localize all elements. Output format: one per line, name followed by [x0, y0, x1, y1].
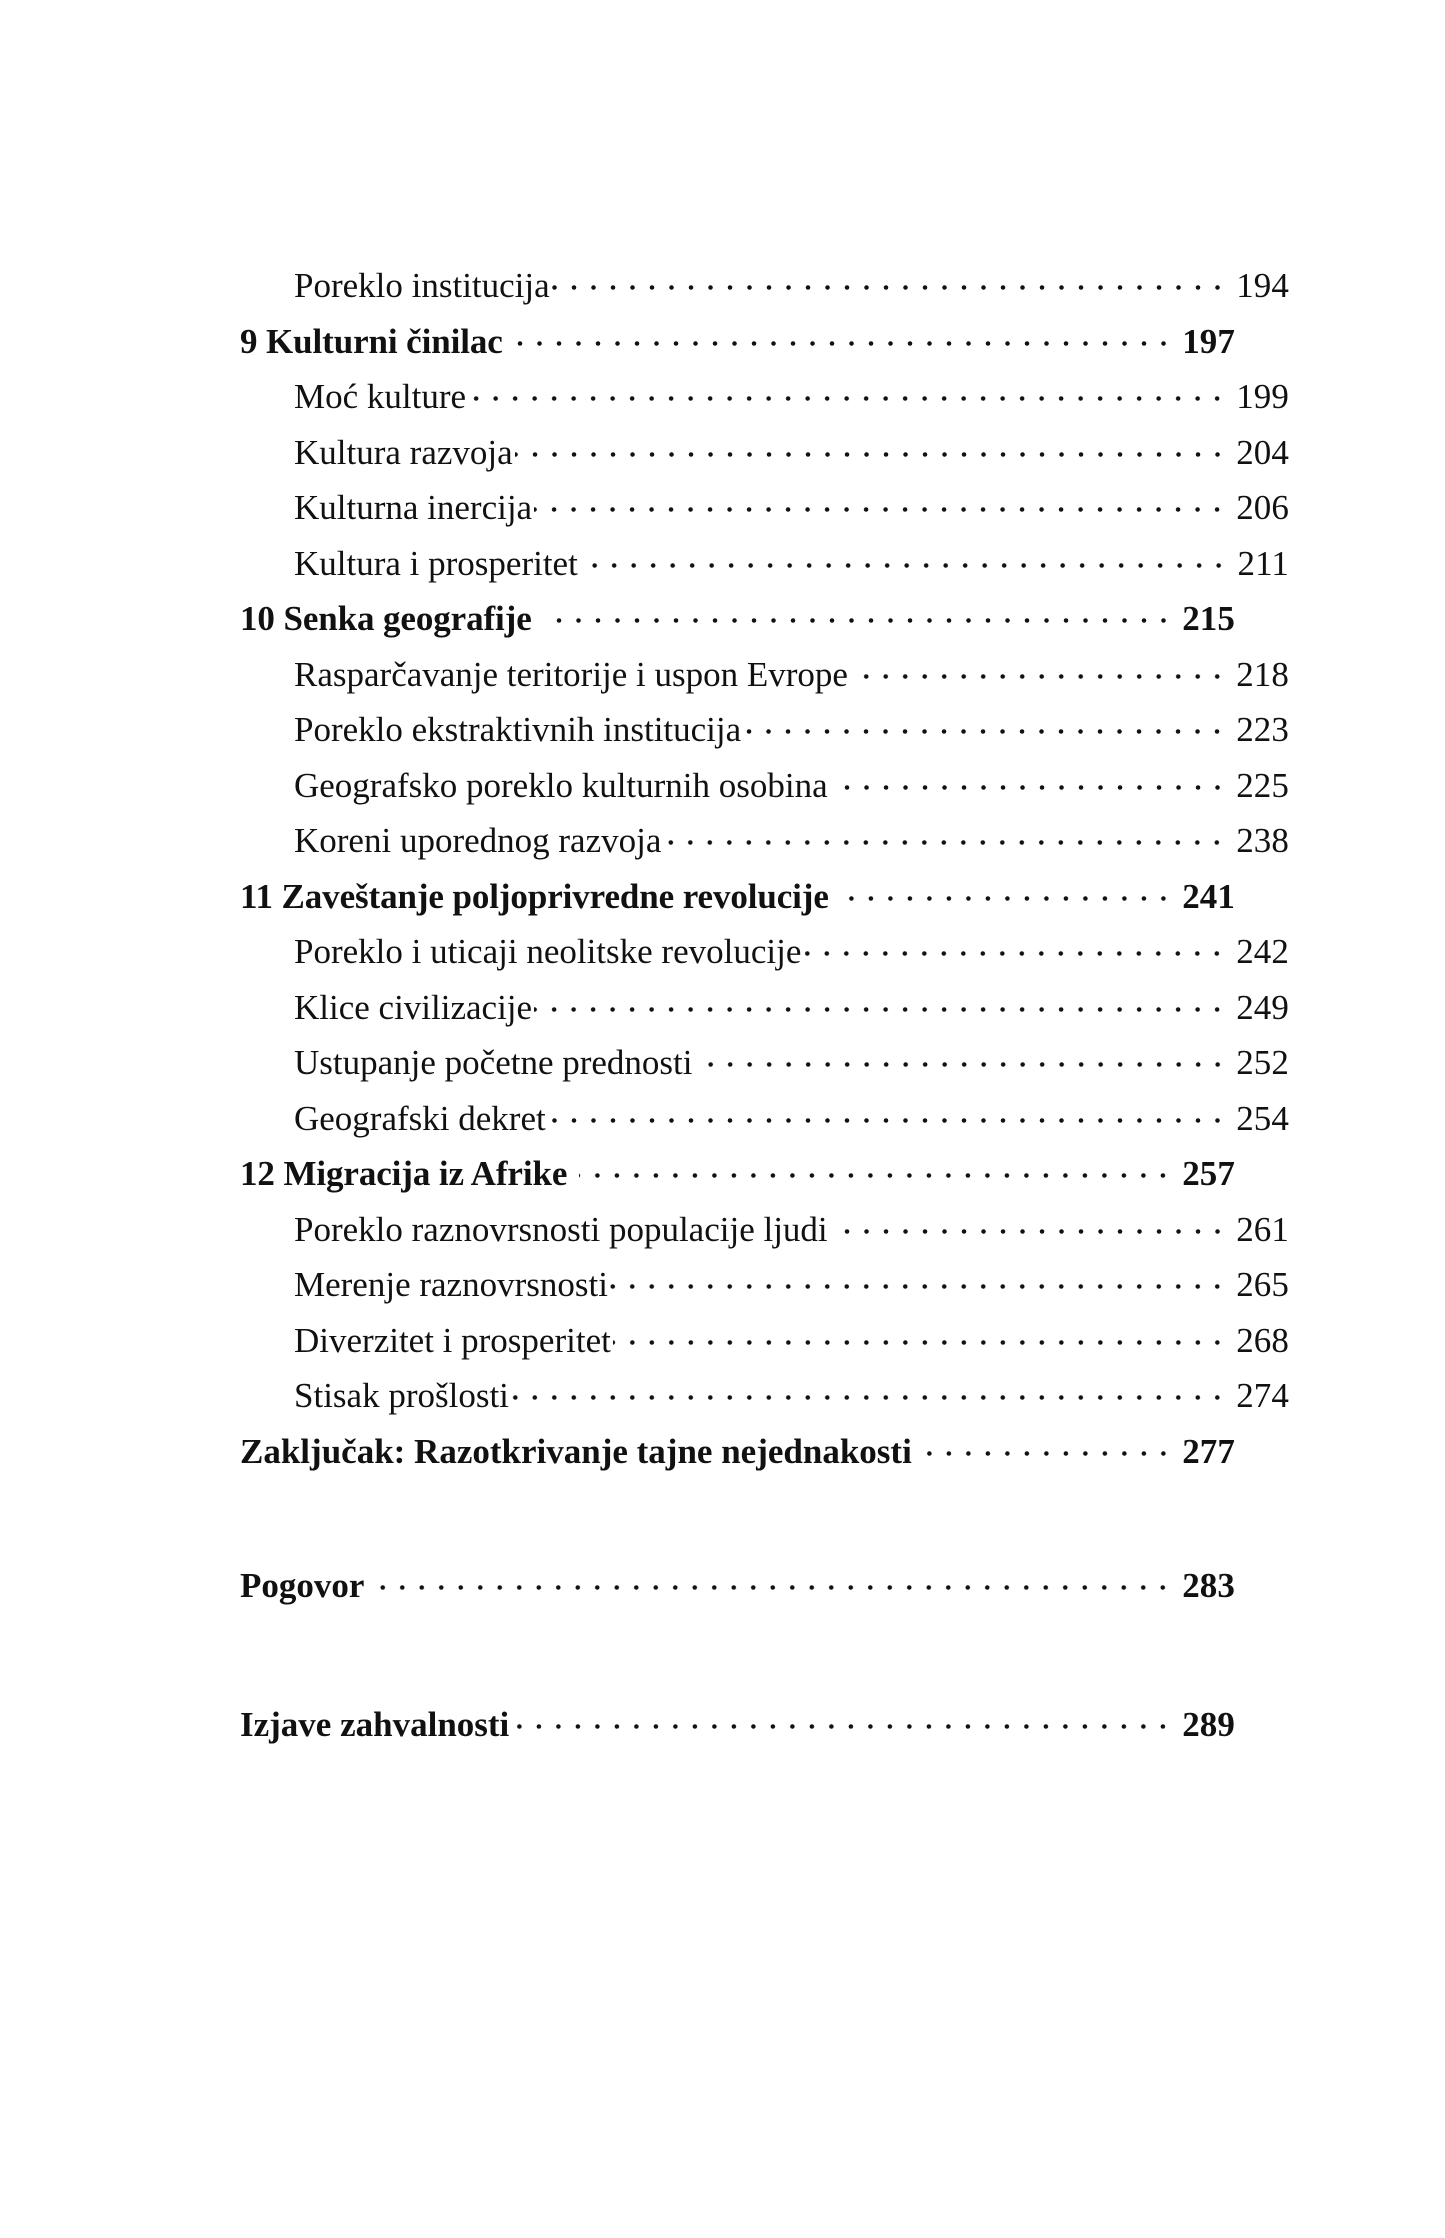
- table-of-contents: [240, 258, 1289, 1752]
- toc-entry-title: Kulturna inercija: [294, 488, 533, 527]
- toc-entry[interactable]: [240, 924, 1289, 980]
- dot-leader: [544, 595, 1181, 630]
- dot-leader: [515, 318, 1181, 353]
- toc-entry-page: 261: [1236, 1209, 1289, 1249]
- toc-entry-title: Pogovor: [240, 1566, 365, 1605]
- toc-entry[interactable]: [240, 869, 1235, 925]
- dot-leader: [803, 928, 1234, 963]
- toc-entry[interactable]: [240, 1257, 1289, 1313]
- toc-entry[interactable]: [240, 813, 1289, 869]
- dot-leader: [743, 706, 1234, 741]
- dot-leader: [511, 1701, 1180, 1736]
- toc-entry[interactable]: [240, 258, 1289, 314]
- toc-entry-page: 241: [1182, 876, 1235, 916]
- toc-entry-title: Geografski dekret: [294, 1098, 546, 1138]
- toc-entry-title: Rasparčavanje teritorije i uspon Evrope: [294, 654, 848, 694]
- toc-entry[interactable]: [240, 1202, 1289, 1258]
- toc-entry-title: Zaključak: Razotkrivanje tajne nejednakosti: [240, 1431, 912, 1471]
- dot-leader: [366, 1562, 1180, 1597]
- dot-leader: [914, 1428, 1180, 1463]
- dot-leader: [579, 1150, 1180, 1185]
- toc-entry[interactable]: [240, 1368, 1289, 1424]
- dot-leader: [830, 762, 1235, 797]
- toc-entry-page: 242: [1236, 932, 1289, 971]
- dot-leader: [830, 1206, 1235, 1241]
- toc-back-matter: [240, 1558, 1235, 1752]
- toc-entry-title: Koreni uporednog razvoja: [294, 821, 662, 860]
- dot-leader: [515, 429, 1235, 464]
- toc-entry[interactable]: [240, 1424, 1235, 1480]
- toc-entry-page: 211: [1237, 543, 1289, 583]
- toc-entry-page: 268: [1236, 1320, 1289, 1360]
- dot-leader: [552, 262, 1235, 297]
- toc-entry-page: 199: [1236, 377, 1289, 416]
- toc-entry[interactable]: [240, 480, 1289, 536]
- toc-entry-page: 218: [1236, 654, 1289, 694]
- toc-entry-page: 197: [1182, 321, 1235, 361]
- toc-entry-title: 10 Senka geografije: [240, 599, 532, 638]
- toc-entry[interactable]: [240, 980, 1289, 1036]
- toc-entry[interactable]: [240, 1091, 1289, 1147]
- toc-entry-title: Klice civilizacije: [294, 987, 533, 1027]
- toc-entry[interactable]: [240, 591, 1235, 647]
- toc-entry-page: 225: [1236, 765, 1289, 805]
- toc-entry-title: Kultura razvoja: [294, 432, 513, 472]
- dot-leader: [534, 984, 1234, 1019]
- section-gap: [240, 1479, 1235, 1558]
- dot-leader: [663, 817, 1234, 852]
- toc-entry-title: Kultura i prosperitet: [294, 543, 578, 583]
- toc-entry-title: Diverzitet i prosperitet: [294, 1320, 611, 1360]
- section-gap: [240, 1614, 1235, 1697]
- toc-entry[interactable]: [240, 369, 1289, 425]
- toc-entry-title: Poreklo i uticaji neolitske revolucije: [294, 932, 802, 971]
- dot-leader: [468, 373, 1234, 408]
- toc-entry-title: 12 Migracija iz Afrike: [240, 1154, 568, 1193]
- toc-entry-title: Ustupanje početne prednosti: [294, 1043, 693, 1082]
- toc-entry-page: 238: [1236, 821, 1289, 860]
- toc-entry-title: Stisak prošlosti: [294, 1376, 509, 1415]
- toc-entry-page: 206: [1236, 488, 1289, 527]
- toc-entry-title: Moć kulture: [294, 377, 467, 416]
- toc-entry-title: 11 Zaveštanje poljoprivredne revolucije: [240, 876, 829, 916]
- toc-entry[interactable]: [240, 647, 1289, 703]
- toc-entry[interactable]: [240, 314, 1235, 370]
- dot-leader: [511, 1372, 1234, 1407]
- toc-entry-title: Merenje raznovrsnosti: [294, 1265, 608, 1304]
- toc-entry-page: 257: [1182, 1154, 1235, 1193]
- toc-entry-title: Geografsko poreklo kulturnih osobina: [294, 765, 828, 805]
- toc-entry-title: Izjave zahvalnosti: [240, 1704, 510, 1744]
- toc-main-list: [240, 258, 1289, 1479]
- toc-entry-page: 289: [1182, 1704, 1235, 1744]
- toc-entry-title: Poreklo ekstraktivnih institucija: [294, 710, 742, 749]
- toc-entry-title: Poreklo raznovrsnosti populacije ljudi: [294, 1209, 828, 1249]
- toc-entry[interactable]: [240, 1035, 1289, 1091]
- dot-leader: [610, 1261, 1234, 1296]
- toc-entry[interactable]: [240, 702, 1289, 758]
- dot-leader: [850, 651, 1234, 686]
- toc-entry-title: Poreklo institucija: [294, 266, 550, 305]
- toc-entry[interactable]: [240, 1558, 1235, 1614]
- toc-entry[interactable]: [240, 536, 1289, 592]
- toc-entry-page: 204: [1236, 432, 1289, 472]
- dot-leader: [580, 540, 1236, 575]
- toc-entry-page: 252: [1236, 1043, 1289, 1082]
- dot-leader: [613, 1317, 1234, 1352]
- toc-entry-page: 254: [1236, 1098, 1289, 1138]
- toc-entry-page: 277: [1182, 1431, 1235, 1471]
- toc-entry[interactable]: [240, 1146, 1235, 1202]
- dot-leader: [841, 873, 1180, 908]
- toc-entry[interactable]: [240, 425, 1289, 481]
- toc-entry-page: 223: [1236, 710, 1289, 749]
- toc-entry[interactable]: [240, 758, 1289, 814]
- toc-entry[interactable]: [240, 1697, 1235, 1753]
- toc-entry-page: 265: [1236, 1265, 1289, 1304]
- toc-entry-title: 9 Kulturni činilac: [240, 321, 503, 361]
- dot-leader: [548, 1095, 1234, 1130]
- toc-entry-page: 249: [1236, 987, 1289, 1027]
- toc-entry-page: 283: [1182, 1566, 1235, 1605]
- toc-entry[interactable]: [240, 1313, 1289, 1369]
- dot-leader: [534, 484, 1234, 519]
- toc-entry-page: 194: [1236, 266, 1289, 305]
- toc-entry-page: 215: [1182, 599, 1235, 638]
- dot-leader: [695, 1039, 1235, 1074]
- toc-entry-page: 274: [1236, 1376, 1289, 1415]
